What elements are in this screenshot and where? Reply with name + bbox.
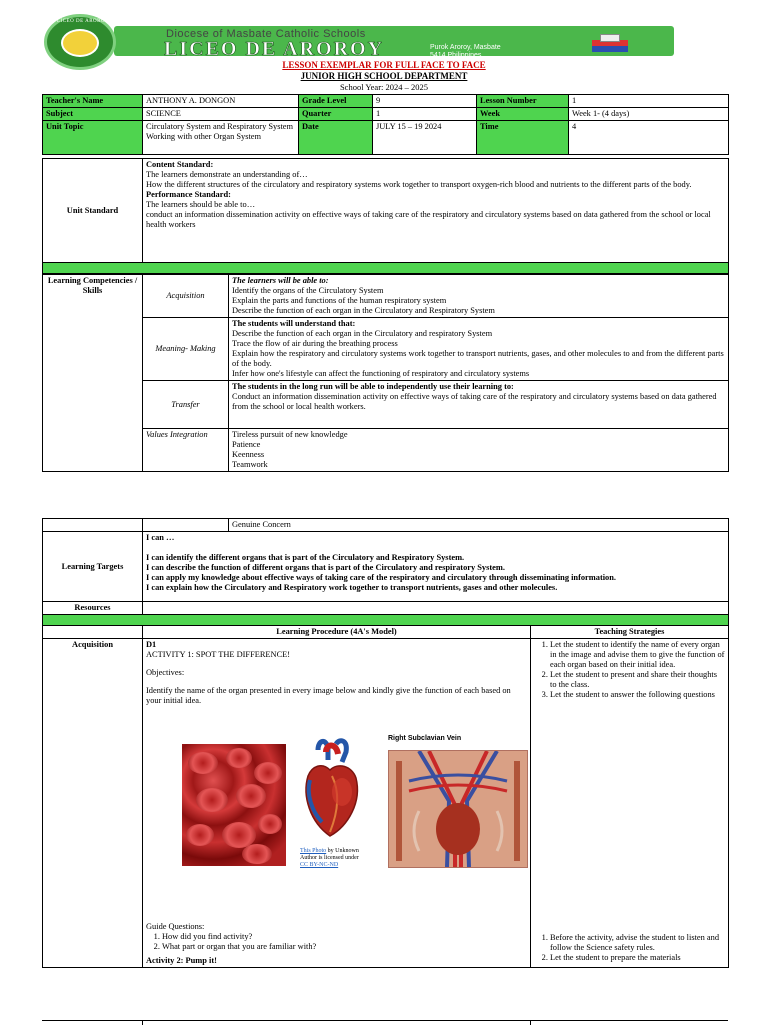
chest-veins-image xyxy=(386,734,532,866)
acquisition-label: Acquisition xyxy=(143,275,229,318)
objectives-label: Objectives: xyxy=(146,668,185,677)
department-title: JUNIOR HIGH SCHOOL DEPARTMENT xyxy=(300,71,468,81)
content-standard-heading: Content Standard: xyxy=(146,160,214,169)
strategies-list-top xyxy=(534,640,725,700)
teaching-strategies-content xyxy=(531,639,729,968)
content-standard-line: How the different structures of the circulatory and respiratory systems work together to transport oxygen-rich blood and nutrients to the different parts of the body. xyxy=(146,180,692,189)
meaning-making-item: Infer how one's lifestyle can affect the functioning of respiratory and circulatory systems xyxy=(232,369,530,378)
unit-topic-value: Circulatory System and Respiratory System Working with other Organ System xyxy=(143,121,299,155)
transfer-content: The students in the long run will be able to independently use their learning to: Conduct an information dissemination activity on effective ways of taking care of the respiratory and circulatory systems based on data gathered from the school or local health workers. xyxy=(229,381,729,429)
competencies-table xyxy=(42,274,729,472)
time-label: Time xyxy=(477,121,569,155)
meaning-making-label: Meaning- Making xyxy=(143,318,229,381)
page-2 xyxy=(0,510,768,1000)
unit-topic-label: Unit Topic xyxy=(43,121,143,155)
target-item: I can apply my knowledge about effective ways of taking care of the respiratory and circulatory through disseminating information. xyxy=(146,573,616,582)
grade-value: 9 xyxy=(373,95,477,108)
acquisition-phase-label: Acquisition xyxy=(43,639,143,968)
value-item: Keenness xyxy=(232,450,265,459)
resources-label: Resources xyxy=(43,602,143,615)
value-item: Tireless pursuit of new knowledge xyxy=(232,430,348,439)
school-year: School Year: 2024 – 2025 xyxy=(339,82,429,92)
photo-credit: This Photo by Unknown Author is licensed under CC BY-NC-ND xyxy=(300,848,359,868)
instructions-text: Identify the name of the organ presented in every image below and kindly give the function of each based on your initial idea. xyxy=(146,686,511,705)
quarter-value: 1 xyxy=(373,108,477,121)
strategy-item: 1. Let the student to identify the name of every organ in the image and advise them to give the function of each organ based on their initial idea. xyxy=(550,640,725,670)
value-item: Patience xyxy=(232,440,261,449)
value-item: Teamwork xyxy=(232,460,268,469)
learning-targets-table xyxy=(42,518,729,968)
date-label: Date xyxy=(299,121,373,155)
unit-standard-table xyxy=(42,158,729,274)
heart-image xyxy=(296,736,366,846)
guide-questions-heading: Guide Questions: xyxy=(146,922,205,931)
procedure-heading: Learning Procedure (4A's Model) xyxy=(143,626,531,639)
school-address: Purok Aroroy, Masbate 5414 Philippines xyxy=(430,44,501,59)
license-link[interactable]: CC BY-NC-ND xyxy=(300,862,339,868)
strategies-heading: Teaching Strategies xyxy=(531,626,729,639)
content-standard-line: The learners demonstrate an understanding of… xyxy=(146,170,308,179)
quarter-label: Quarter xyxy=(299,108,373,121)
page-1 xyxy=(0,0,768,490)
unit-standard-label: Unit Standard xyxy=(43,159,143,263)
strategy-item: 2. Let the student to present and share their thoughts to the class. xyxy=(550,670,725,690)
meaning-making-item: Describe the function of each organ in the Circulatory and respiratory System xyxy=(232,329,493,338)
organ-images xyxy=(146,706,527,906)
values-integration-label: Values Integration xyxy=(143,429,229,472)
acquisition-item: Identify the organs of the Circulatory System xyxy=(232,286,384,295)
activity-2-title: Activity 2: Pump it! xyxy=(146,956,217,965)
week-value: Week 1- (4 days) xyxy=(569,108,729,121)
target-item: I can explain how the Circulatory and Respiratory work together to transport nutrients, gases and other molecules. xyxy=(146,583,558,592)
subject-label: Subject xyxy=(43,108,143,121)
grade-label: Grade Level xyxy=(299,95,373,108)
green-separator xyxy=(43,263,729,274)
learning-targets-label: Learning Targets xyxy=(43,532,143,602)
guide-question: 1. How did you find activity? xyxy=(162,932,527,942)
acquisition-item: Explain the parts and functions of the human respiratory system xyxy=(232,296,447,305)
lesson-info-table xyxy=(42,94,729,155)
target-item: I can describe the function of different organs that is part of the Circulatory and respiratory System. xyxy=(146,563,505,572)
meaning-making-content: The students will understand that: Describe the function of each organ in the Circulatory and respiratory System Trace the flow of air during the breathing process Explain how the respiratory and circulatory systems work together to transport nutrients, gases, and other molecules to and from the different parts of the body. Infer how one's lifestyle can affect the functioning of respiratory and circulatory systems xyxy=(229,318,729,381)
strategy-item: 1. Before the activity, advise the student to listen and follow the Science safety rules. xyxy=(550,933,725,953)
day-label: D1 xyxy=(146,640,157,649)
genuine-concern: Genuine Concern xyxy=(229,519,729,532)
time-value: 4 xyxy=(569,121,729,155)
values-integration-content xyxy=(229,429,729,472)
image-label: Right Subclavian Vein xyxy=(388,735,462,742)
subject-value: SCIENCE xyxy=(143,108,299,121)
transfer-label: Transfer xyxy=(143,381,229,429)
meaning-making-item: Explain how the respiratory and circulatory systems work together to transport nutrients, gases, and other molecules to and from the different parts of the body. xyxy=(232,349,724,368)
meaning-making-item: Trace the flow of air during the breathing process xyxy=(232,339,398,348)
teacher-label: Teacher's Name xyxy=(43,95,143,108)
blood-cells-image xyxy=(182,744,286,866)
document-title: LESSON EXEMPLAR FOR FULL FACE TO FACE xyxy=(282,60,486,70)
strategy-item: 2. Let the student to prepare the materials xyxy=(550,953,725,963)
resources-value xyxy=(143,602,729,615)
guide-questions-list xyxy=(146,932,527,952)
diocese-text: Diocese of Masbate Catholic Schools xyxy=(166,28,366,40)
seal-text: LICEO DE AROROY xyxy=(57,19,110,24)
date-value: JULY 15 – 19 2024 xyxy=(373,121,477,155)
acquisition-phase-content xyxy=(143,639,531,968)
performance-standard-line: conduct an information dissemination activity on effective ways of taking care of the respiratory and circulatory systems based on data gathered from the school or local health workers xyxy=(146,210,711,229)
teacher-value: ANTHONY A. DONGON xyxy=(143,95,299,108)
acquisition-item: Describe the function of each organ in the Circulatory and Respiratory System xyxy=(232,306,495,315)
activity-1-title: ACTIVITY 1: SPOT THE DIFFERENCE! xyxy=(146,650,291,659)
transfer-item: Conduct an information dissemination activity on effective ways of taking care of the respiratory and circulatory systems based on data gathered from the school or local health workers. xyxy=(232,392,717,411)
competencies-label: Learning Competencies / Skills xyxy=(43,275,143,472)
strategy-item: 3. Let the student to answer the following questions xyxy=(550,690,725,700)
strategies-list-bottom xyxy=(534,933,725,963)
green-separator xyxy=(43,615,729,626)
photo-credit-link[interactable]: This Photo xyxy=(300,848,327,854)
lesson-label: Lesson Number xyxy=(477,95,569,108)
week-label: Week xyxy=(477,108,569,121)
school-name: LICEO DE AROROY xyxy=(164,38,385,60)
learning-targets-content: I can … I can identify the different organs that is part of the Circulatory and Respiratory System. I can describe the function of different organs that is part of the Circulatory and respiratory System. I can apply my knowledge about effective ways of taking care of the respiratory and circulatory through disseminating information. I can explain how the Circulatory and Respiratory work together to transport nutrients, gases and other molecules. xyxy=(143,532,729,602)
performance-standard-line: The learners should be able to… xyxy=(146,200,256,209)
guide-question: 2. What part or organ that you are familiar with? xyxy=(162,942,527,952)
unit-standard-content xyxy=(143,159,729,263)
next-page-table-edge xyxy=(42,1020,728,1021)
target-item: I can identify the different organs that is part of the Circulatory and Respiratory System. xyxy=(146,553,465,562)
performance-standard-heading: Performance Standard: xyxy=(146,190,231,199)
formerly-text: Formerly Andres Soriano Jr. Memorial School xyxy=(166,58,345,67)
flag-logo xyxy=(592,34,628,60)
acquisition-content: The learners will be able to: Identify the organs of the Circulatory System Explain the parts and functions of the human respiratory system Describe the function of each organ in the Circulatory and Respiratory System xyxy=(229,275,729,318)
lesson-value: 1 xyxy=(569,95,729,108)
